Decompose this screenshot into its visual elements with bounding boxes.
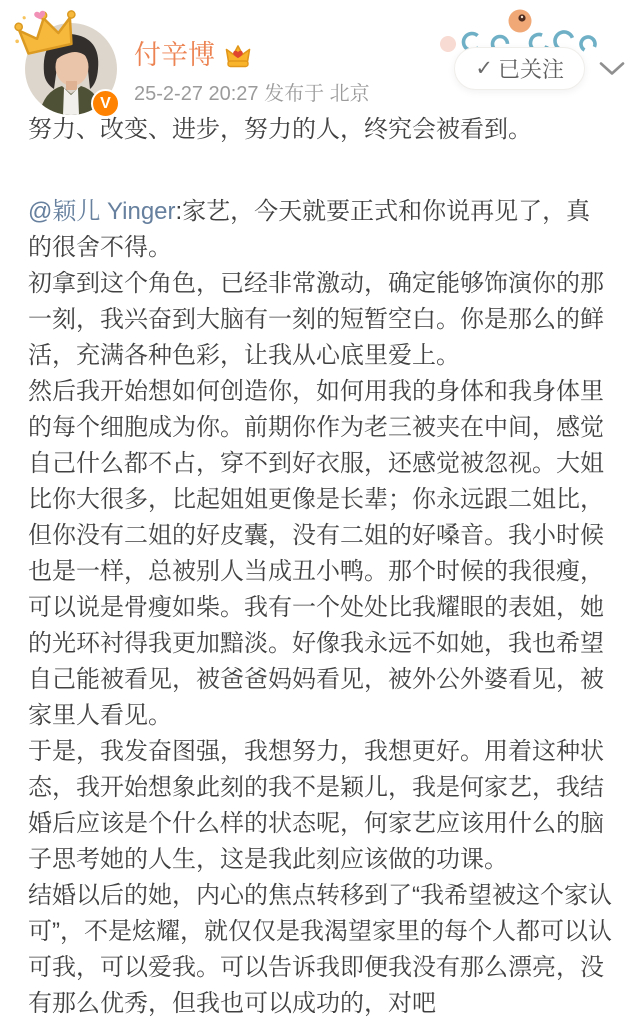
check-icon: ✓	[475, 57, 493, 80]
mention-link[interactable]: @颖儿 Yinger	[28, 198, 176, 225]
chevron-down-icon[interactable]	[598, 60, 626, 77]
post-paragraphs	[28, 266, 614, 1022]
vip-crown-icon	[224, 43, 252, 69]
user-info	[134, 40, 370, 105]
quote-first-paragraph	[28, 194, 614, 266]
quote-first-text: :家艺，今天就要正式和你说再见了，真的很舍不得。	[28, 198, 591, 261]
timestamp: 25-2-27 20:27 发布于 北京	[134, 83, 370, 105]
verified-v-icon: V	[91, 89, 120, 118]
post-paragraph: 然后我开始想如何创造你，如何用我的身体和我身体里的每个细胞成为你。前期你作为老三被夹在中间，感觉自己什么都不占，穿不到好衣服，还感觉被忽视。大姐比你大很多，比起姐姐更像是长辈；你永远跟二姐比，但你没有二姐的好皮囊，没有二姐的好嗓音。我小时候也是一样，总被别人当成丑小鸭。那个时候的我很瘦，可以说是骨瘦如柴。我有一个处处比我耀眼的表姐，她的光环衬得我更加黯淡。好像我永远不如她，我也希望自己能被看见，被爸爸妈妈看见，被外公外婆看见，被家里人看见。	[28, 378, 604, 729]
username[interactable]: 付辛博	[134, 40, 215, 70]
fish-head-icon	[509, 10, 532, 33]
avatar[interactable]	[25, 23, 117, 115]
follow-controls	[454, 47, 626, 90]
post-paragraph: 初拿到这个角色，已经非常激动，确定能够饰演你的那一刻，我兴奋到大脑有一刻的短暂空白。你是那么的鲜活，充满各种色彩，让我从心底里爱上。	[28, 270, 604, 369]
post-headline: 努力、改变、进步，努力的人，终究会被看到。	[28, 116, 532, 143]
post-paragraph: 结婚以后的她，内心的焦点转移到了“我希望被这个家认可”，不是炫耀，就仅仅是我渴望家里的每个人都可以认可我，可以爱我。可以告诉我即便我没有那么漂亮，没有那么优秀，但我也可以成功的，对吧	[28, 882, 612, 1017]
followed-button[interactable]	[454, 47, 585, 90]
followed-button-label: 已关注	[497, 57, 564, 82]
post-paragraph: 于是，我发奋图强，我想努力，我想更好。用着这种状态，我开始想象此刻的我不是颖儿，我是何家艺，我结婚后应该是个什么样的状态呢，何家艺应该用什么的脑子思考她的人生，这是我此刻应该做的功课。	[28, 738, 604, 873]
post-content	[28, 112, 614, 1022]
